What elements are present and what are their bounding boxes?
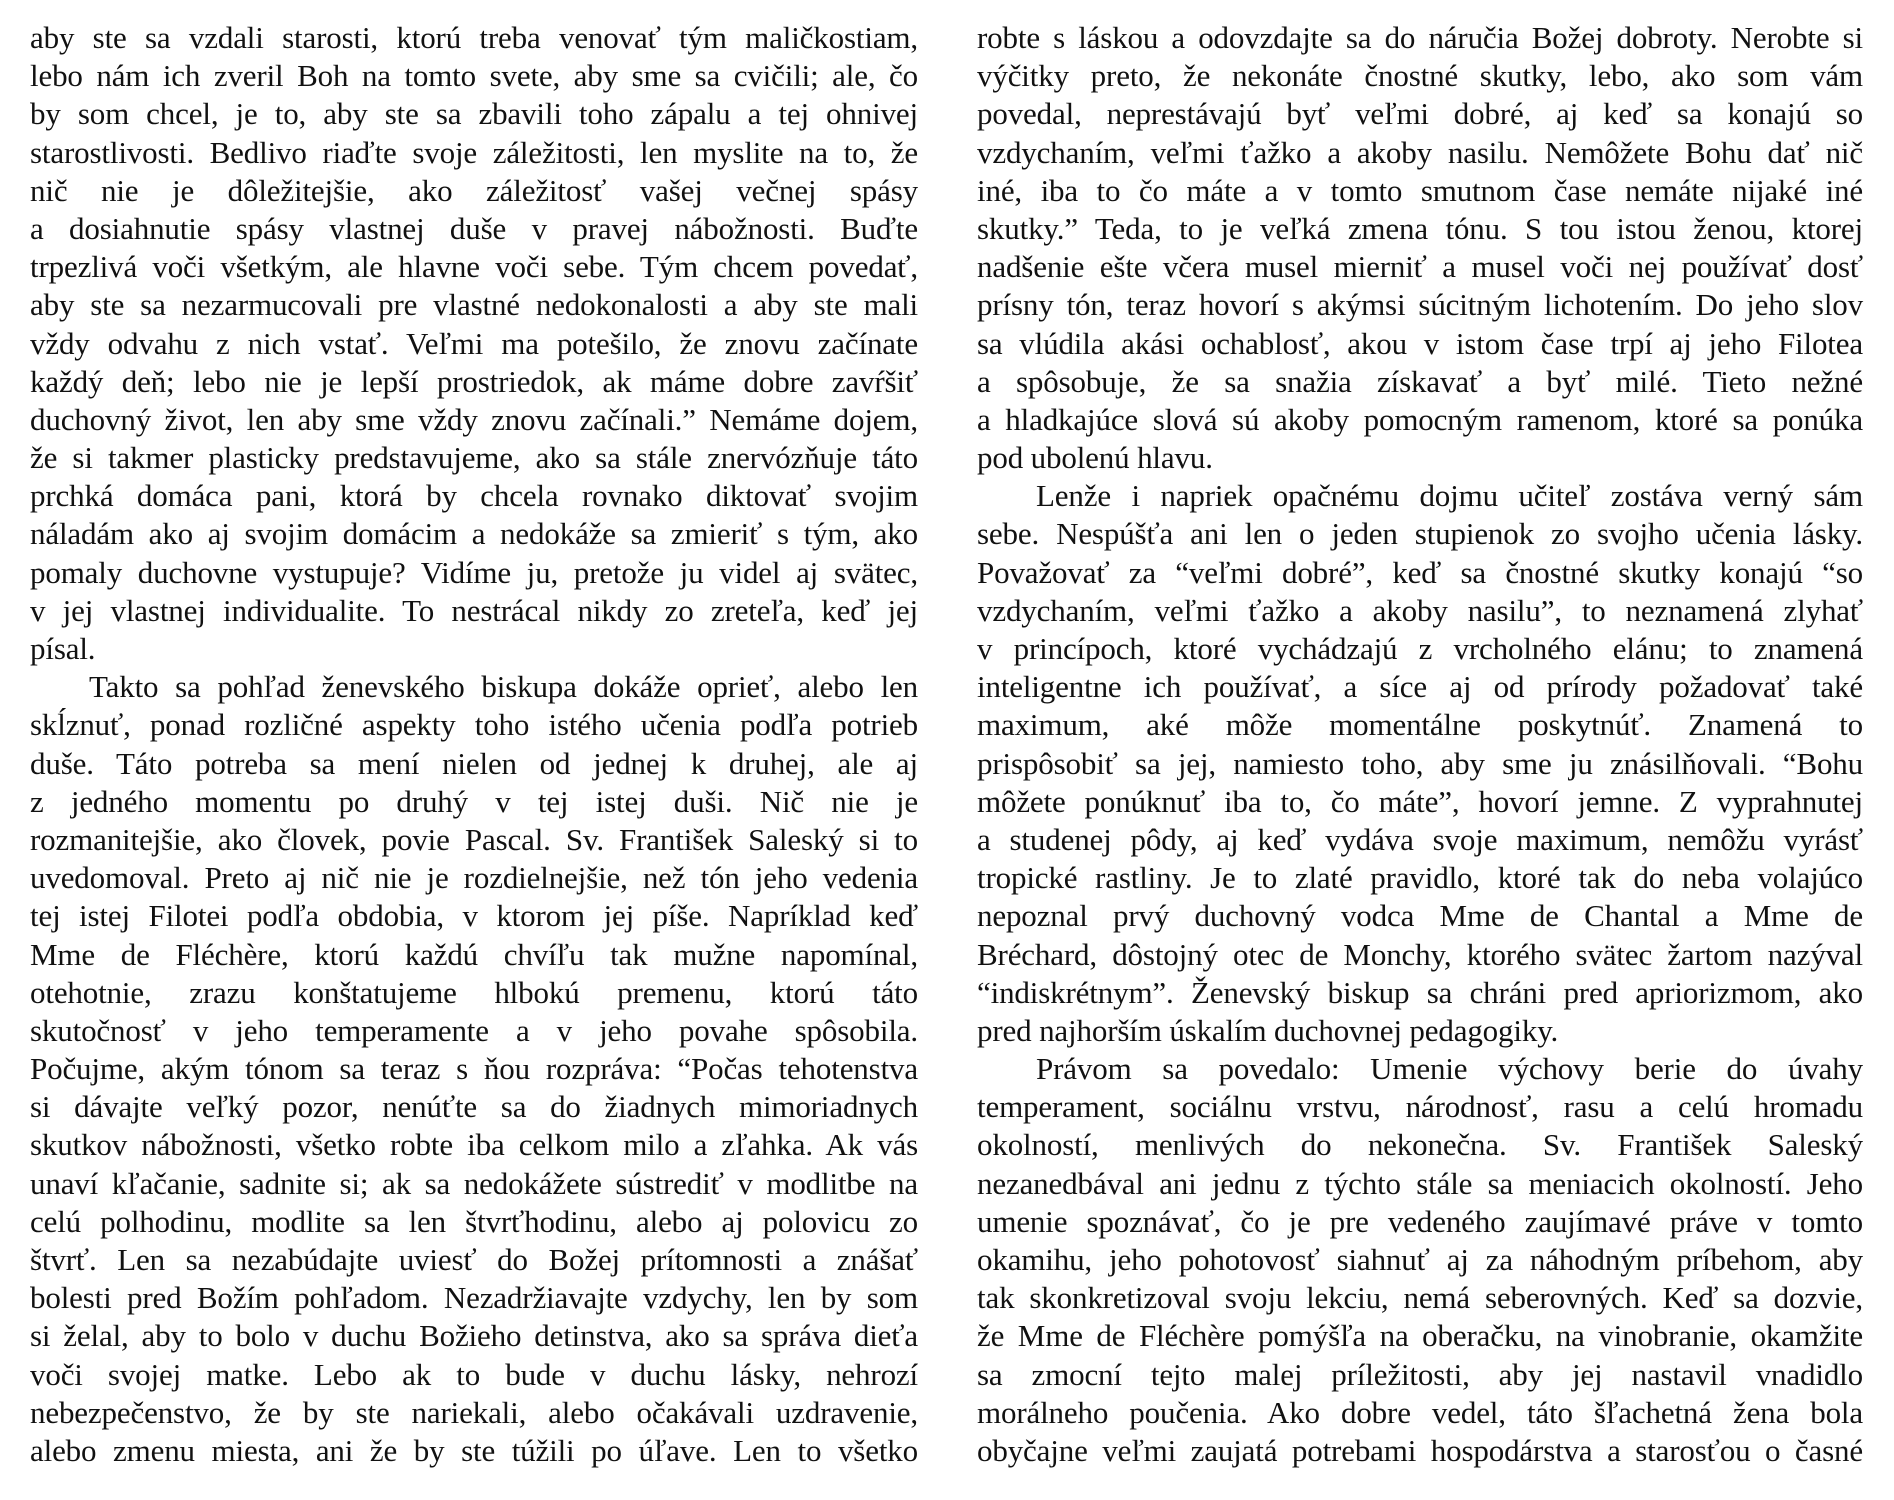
- text-line: že si takmer plasticky predstavujeme, ako sa stále znervózňuje táto: [30, 440, 918, 476]
- text-line: skutky.” Teda, to je veľká zmena tónu. S tou istou ženou, ktorej: [977, 210, 1863, 246]
- left-text-column: [30, 19, 918, 1470]
- text-line: nezanedbával ani jednu z týchto stále sa meniacich okolností. Jeho: [977, 1165, 1863, 1201]
- text-line: trpezlivá voči všetkým, ale hlavne voči sebe. Tým chcem povedať,: [30, 249, 918, 285]
- text-line: inteligentne ich používať, a síce aj od prírody požadovať také: [977, 669, 1863, 705]
- text-line: a hladkajúce slová sú akoby pomocným ramenom, ktoré sa ponúka: [977, 401, 1863, 437]
- text-line: náladám ako aj svojim domácim a nedokáže sa zmieriť s tým, ako: [30, 516, 918, 552]
- text-line: vzdychaním, veľmi ťažko a akoby nasilu. Nemôžete Bohu dať nič: [977, 134, 1863, 170]
- text-line: tak skonkretizoval svoju lekciu, nemá seberovných. Keď sa dozvie,: [977, 1280, 1863, 1316]
- text-line: Považovať za “veľmi dobré”, keď sa čnostné skutky konajú “so: [977, 554, 1863, 590]
- text-line: Bréchard, dôstojný otec de Monchy, ktorého svätec žartom nazýval: [977, 936, 1863, 972]
- right-text-column: [977, 19, 1863, 1470]
- text-line: aby ste sa vzdali starosti, ktorú treba venovať tým maličkostiam,: [30, 20, 918, 55]
- text-line: “indiskrétnym”. Ženevský biskup sa chráni pred apriorizmom, ako: [977, 974, 1863, 1010]
- paragraph-first-line: Takto sa pohľad ženevského biskupa dokáže oprieť, alebo len: [89, 669, 918, 705]
- text-line: obyčajne veľmi zaujatá potrebami hospodárstva a starosťou o časné: [977, 1432, 1863, 1468]
- text-line: skutočnosť v jeho temperamente a v jeho povahe spôsobila.: [30, 1012, 918, 1048]
- text-line: Mme de Fléchère, ktorú každú chvíľu tak mužne napomínal,: [30, 936, 918, 972]
- text-line: nepoznal prvý duchovný vodca Mme de Chantal a Mme de: [977, 898, 1863, 934]
- text-line: morálneho poučenia. Ako dobre vedel, táto šľachetná žena bola: [977, 1394, 1863, 1430]
- text-line: unaví kľačanie, sadnite si; ak sa nedokážete sústrediť v modlitbe na: [30, 1165, 918, 1201]
- text-line: a spôsobuje, že sa snažia získavať a byť milé. Tieto nežné: [977, 363, 1863, 399]
- text-line: pred najhorším úskalím duchovnej pedagogiky.: [977, 1012, 1559, 1048]
- text-line: otehotnie, zrazu konštatujeme hlbokú premenu, ktorú táto: [30, 974, 918, 1010]
- text-line: robte s láskou a odovzdajte sa do náručia Božej dobroty. Nerobte si: [977, 20, 1863, 55]
- text-line: a dosiahnutie spásy vlastnej duše v pravej nábožnosti. Buďte: [30, 210, 918, 246]
- text-line: skĺznuť, ponad rozličné aspekty toho istého učenia podľa potrieb: [30, 707, 918, 743]
- text-line: iné, iba to čo máte a v tomto smutnom čase nemáte nijaké iné: [977, 172, 1863, 208]
- text-line: skutkov nábožnosti, všetko robte iba celkom milo a zľahka. Ak vás: [30, 1127, 918, 1163]
- text-line: si želal, aby to bolo v duchu Božieho detinstva, ako sa správa dieťa: [30, 1318, 918, 1354]
- text-line: môžete ponúknuť iba to, čo máte”, hovorí jemne. Z vyprahnutej: [977, 783, 1863, 819]
- text-line: sebe. Nespúšťa ani len o jeden stupienok zo svojho učenia lásky.: [977, 516, 1863, 552]
- text-line: sa zmocní tejto malej príležitosti, aby jej nastavil vnadidlo: [977, 1356, 1863, 1392]
- text-line: Počujme, akým tónom sa teraz s ňou rozpráva: “Počas tehotenstva: [30, 1051, 918, 1087]
- text-line: nebezpečenstvo, že by ste nariekali, alebo očakávali uzdravenie,: [30, 1394, 918, 1430]
- text-line: písal.: [30, 631, 96, 666]
- text-line: nič nie je dôležitejšie, ako záležitosť vašej večnej spásy: [30, 172, 918, 208]
- text-line: tropické rastliny. Je to zlaté pravidlo, ktoré tak do neba volajúco: [977, 860, 1863, 896]
- text-line: si dávajte veľký pozor, nenúťte sa do žiadnych mimoriadnych: [30, 1089, 918, 1125]
- text-line: lebo nám ich zveril Boh na tomto svete, aby sme sa cvičili; ale, čo: [30, 58, 918, 94]
- text-line: vždy odvahu z nich vstať. Veľmi ma potešilo, že znovu začínate: [30, 325, 918, 361]
- text-line: rozmanitejšie, ako človek, povie Pascal. Sv. František Saleský si to: [30, 821, 918, 857]
- text-line: nadšenie ešte včera musel mierniť a musel voči nej používať dosť: [977, 249, 1863, 285]
- text-line: prispôsobiť sa jej, namiesto toho, aby sme ju znásilňovali. “Bohu: [977, 745, 1863, 781]
- text-line: maximum, aké môže momentálne poskytnúť. Znamená to: [977, 707, 1863, 743]
- text-line: duše. Táto potreba sa mení nielen od jednej k druhej, ale aj: [30, 745, 918, 781]
- text-line: výčitky preto, že nekonáte čnostné skutky, lebo, ako som vám: [977, 58, 1863, 94]
- text-line: štvrť. Len sa nezabúdajte uviesť do Božej prítomnosti a znášať: [30, 1242, 918, 1277]
- text-line: alebo zmenu miesta, ani že by ste túžili po úľave. Len to všetko: [30, 1432, 918, 1468]
- text-line: bolesti pred Božím pohľadom. Nezadržiavajte vzdychy, len by som: [30, 1280, 918, 1316]
- text-line: prísny tón, teraz hovorí s akýmsi súcitným lichotením. Do jeho slov: [977, 287, 1863, 323]
- text-line: uvedomoval. Preto aj nič nie je rozdielnejšie, než tón jeho vedenia: [30, 860, 918, 896]
- text-line: okolností, menlivých do nekonečna. Sv. František Saleský: [977, 1127, 1863, 1163]
- text-line: umenie spoznávať, čo je pre vedeného zaujímavé práve v tomto: [977, 1203, 1863, 1239]
- paragraph-first-line: Právom sa povedalo: Umenie výchovy berie do úvahy: [1036, 1051, 1863, 1087]
- text-line: pomaly duchovne vystupuje? Vidíme ju, pretože ju videl aj svätec,: [30, 554, 918, 590]
- text-line: voči svojej matke. Lebo ak to bude v duchu lásky, nehrozí: [30, 1356, 918, 1392]
- text-line: pod ubolenú hlavu.: [977, 440, 1213, 476]
- text-line: v jej vlastnej individualite. To nestrácal nikdy zo zreteľa, keď jej: [30, 592, 918, 628]
- text-line: že Mme de Fléchère pomýšľa na oberačku, na vinobranie, okamžite: [977, 1318, 1863, 1354]
- text-line: starostlivosti. Bedlivo riaďte svoje záležitosti, len myslite na to, že: [30, 134, 918, 170]
- text-line: v princípoch, ktoré vychádzajú z vrcholného elánu; to znamená: [977, 631, 1863, 666]
- text-line: temperament, sociálnu vrstvu, národnosť, rasu a celú hromadu: [977, 1089, 1863, 1125]
- text-line: z jedného momentu po druhý v tej istej duši. Nič nie je: [30, 783, 918, 819]
- text-line: povedal, neprestávajú byť veľmi dobré, aj keď sa konajú so: [977, 96, 1863, 132]
- text-line: celú polhodinu, modlite sa len štvrťhodinu, alebo aj polovicu zo: [30, 1203, 918, 1239]
- paragraph-first-line: Lenže i napriek opačnému dojmu učiteľ zostáva verný sám: [1036, 478, 1863, 514]
- text-line: a studenej pôdy, aj keď vydáva svoje maximum, nemôžu vyrásť: [977, 821, 1863, 857]
- text-line: by som chcel, je to, aby ste sa zbavili toho zápalu a tej ohnivej: [30, 96, 918, 132]
- text-line: prchká domáca pani, ktorá by chcela rovnako diktovať svojim: [30, 478, 918, 514]
- text-line: každý deň; lebo nie je lepší prostriedok, ak máme dobre zavŕšiť: [30, 363, 918, 399]
- text-line: aby ste sa nezarmucovali pre vlastné nedokonalosti a aby ste mali: [30, 287, 918, 323]
- text-line: tej istej Filotei podľa obdobia, v ktorom jej píše. Napríklad keď: [30, 898, 918, 934]
- text-line: vzdychaním, veľmi ťažko a akoby nasilu”, to neznamená zlyhať: [977, 592, 1863, 628]
- text-line: okamihu, jeho pohotovosť siahnuť aj za náhodným príbehom, aby: [977, 1242, 1863, 1277]
- text-line: sa vlúdila akási ochablosť, akou v istom čase trpí aj jeho Filotea: [977, 325, 1863, 361]
- text-line: duchovný život, len aby sme vždy znovu začínali.” Nemáme dojem,: [30, 401, 918, 437]
